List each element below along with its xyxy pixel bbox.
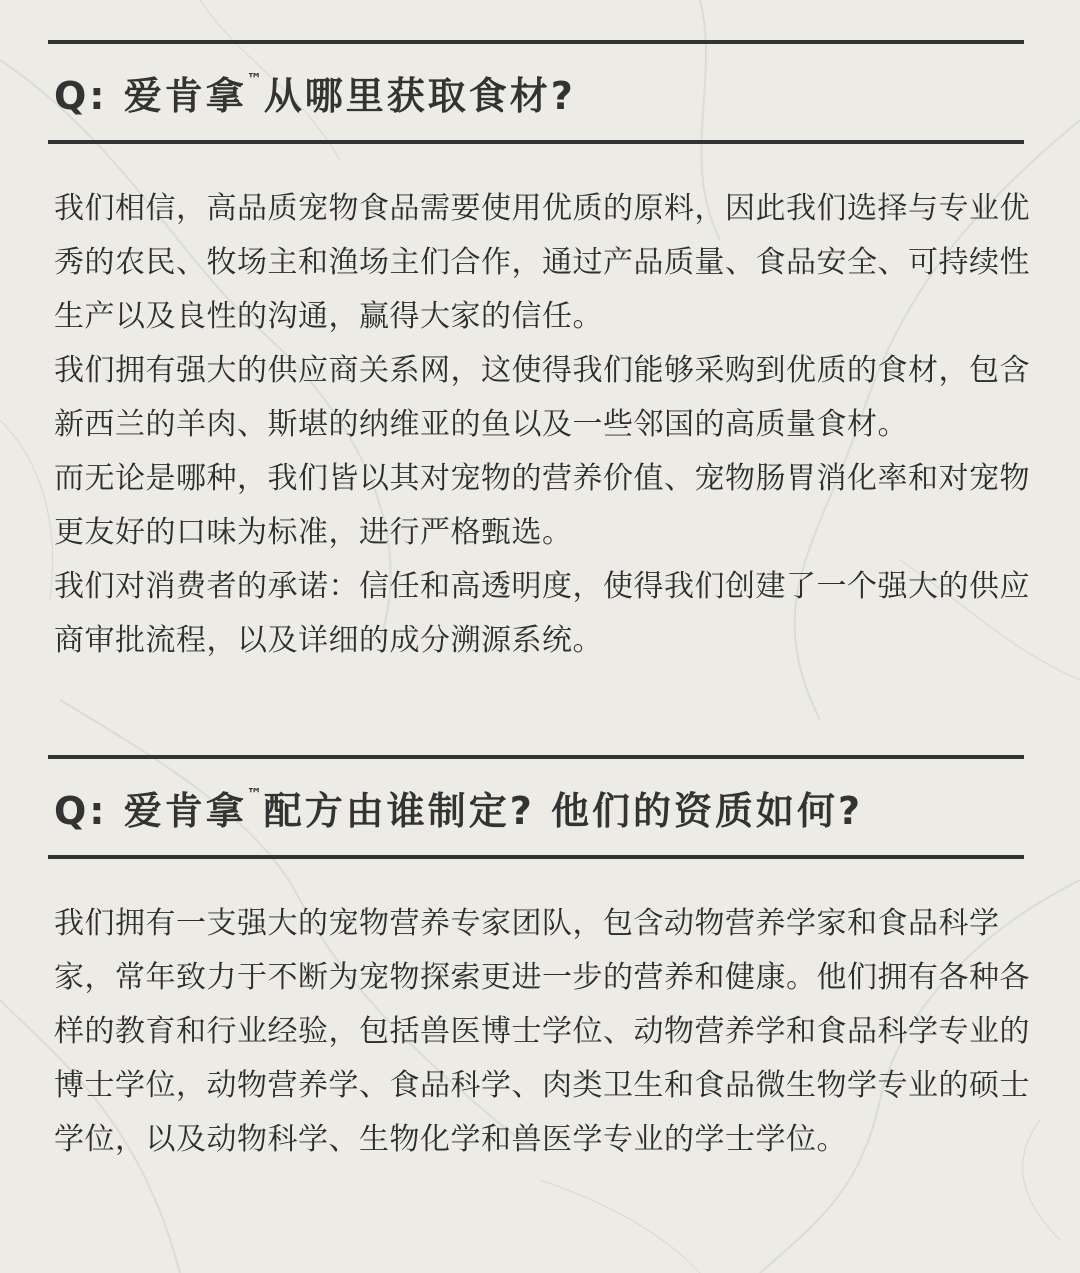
answer-body: [48, 897, 1034, 1167]
answer-body: [48, 182, 1034, 668]
question-heading: [48, 759, 1024, 855]
faq-section-formulation: [48, 755, 1030, 1167]
question-text: 从哪里获取食材?: [263, 73, 576, 118]
question-text: 配方由谁制定? 他们的资质如何?: [263, 788, 864, 833]
faq-section-ingredients: [48, 40, 1030, 668]
question-prefix: Q: 爱肯拿: [54, 788, 247, 833]
question-bottom-divider: [48, 140, 1024, 144]
answer-paragraph: 而无论是哪种，我们皆以其对宠物的营养价值、宠物肠胃消化率和对宠物更友好的口味为标准，进行严格甄选。: [54, 461, 1030, 550]
answer-paragraph: 我们拥有一支强大的宠物营养专家团队，包含动物营养学家和食品科学家，常年致力于不断为宠物探索更进一步的营养和健康。他们拥有各种各样的教育和行业经验，包括兽医博士学位、动物营养学和食品科学专业的博士学位，动物营养学、食品科学、肉类卫生和食品微生物学专业的硕士学位，以及动物科学、生物化学和兽医学专业的学士学位。: [54, 906, 1030, 1157]
answer-paragraph: 我们对消费者的承诺：信任和高透明度，使得我们创建了一个强大的供应商审批流程，以及详细的成分溯源系统。: [54, 569, 1030, 658]
answer-paragraph: 我们相信，高品质宠物食品需要使用优质的原料，因此我们选择与专业优秀的农民、牧场主和渔场主们合作，通过产品质量、食品安全、可持续性生产以及良性的沟通，赢得大家的信任。: [54, 191, 1030, 334]
question-bottom-divider: [48, 855, 1024, 859]
trademark-mark: ™: [246, 70, 262, 88]
answer-paragraph: 我们拥有强大的供应商关系网，这使得我们能够采购到优质的食材，包含新西兰的羊肉、斯堪的纳维亚的鱼以及一些邻国的高质量食材。: [54, 353, 1030, 442]
question-heading: [48, 44, 1024, 140]
question-prefix: Q: 爱肯拿: [54, 73, 247, 118]
trademark-mark: ™: [246, 785, 262, 803]
